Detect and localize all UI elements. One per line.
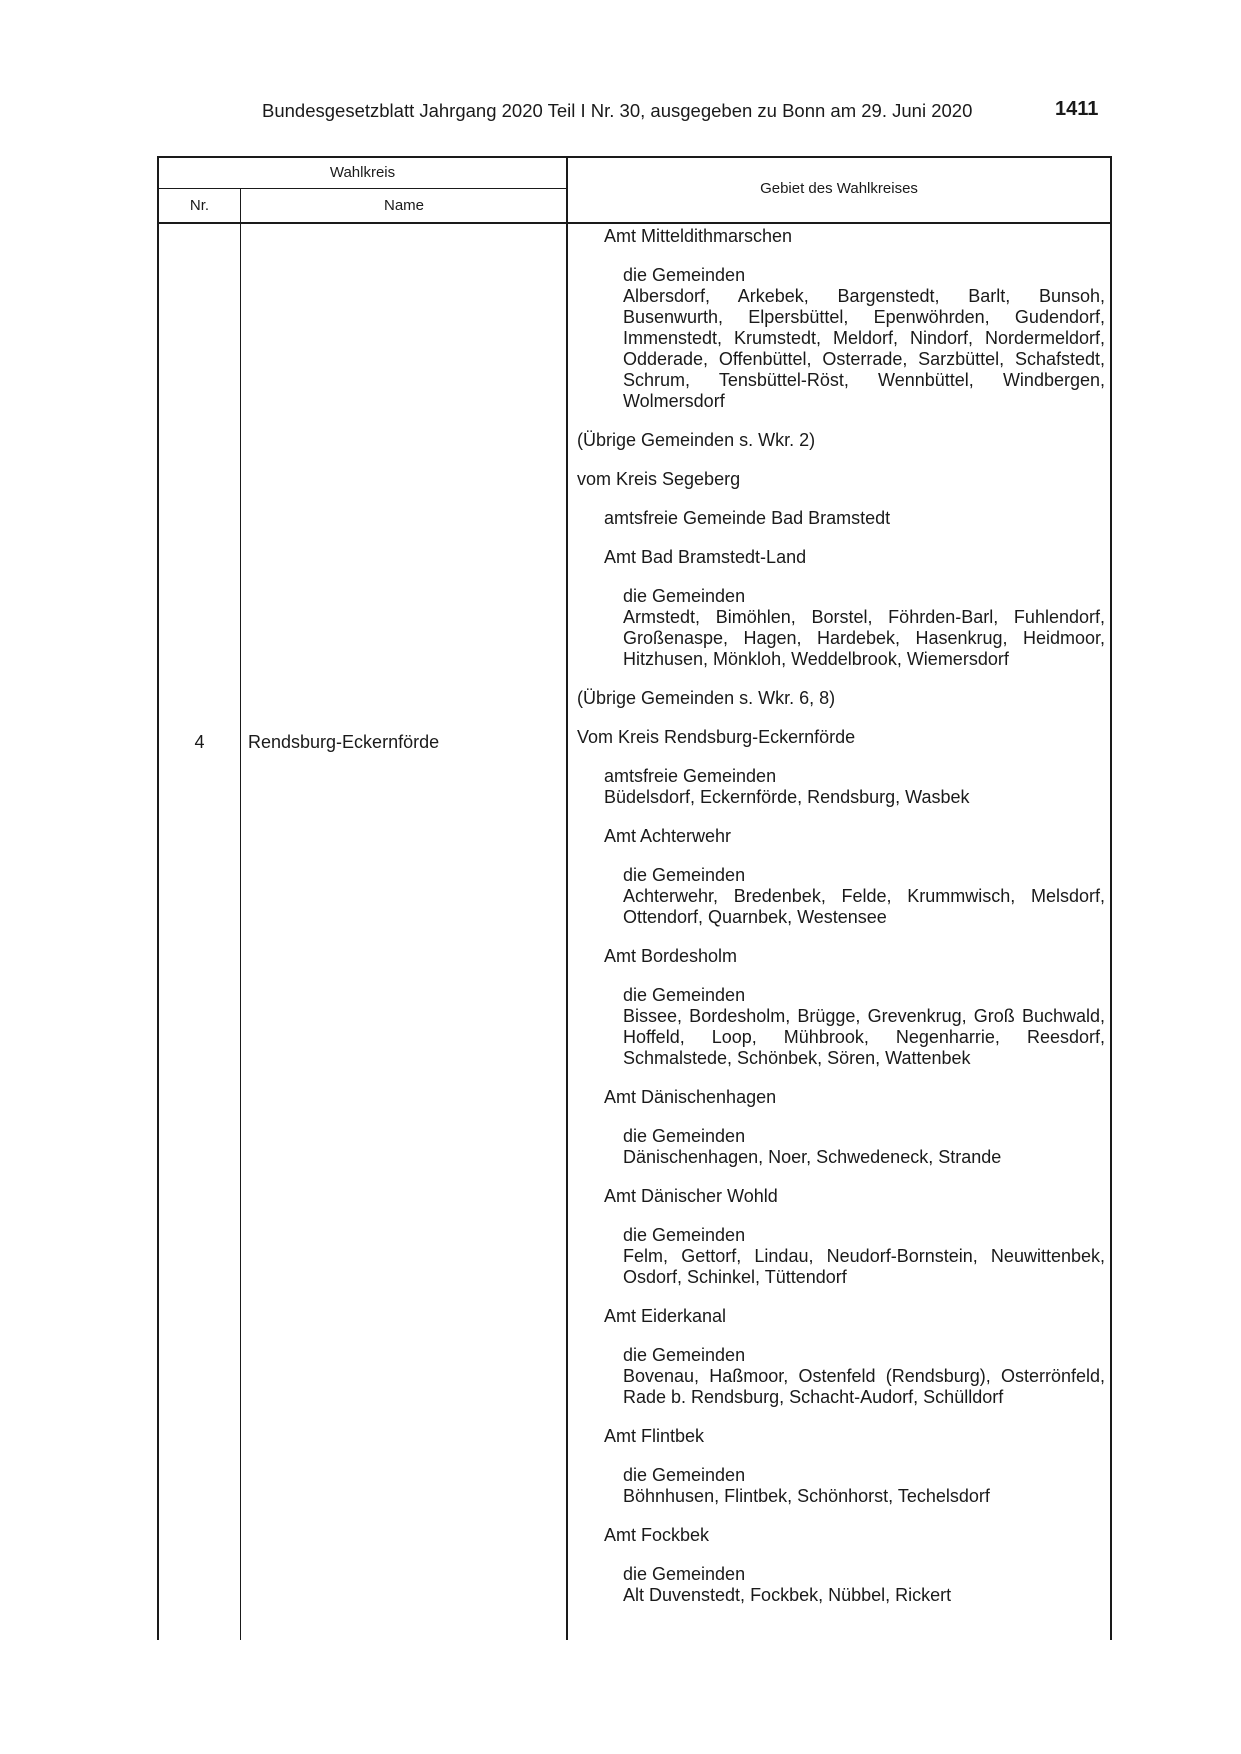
gebiet-entry-label: amtsfreie Gemeinden [604, 766, 777, 786]
gebiet-entry [577, 586, 1105, 670]
gebiet-entry [577, 469, 1105, 490]
header-gebiet: Gebiet des Wahlkreises [760, 180, 918, 197]
gebiet-entry-text: Amt Bad Bramstedt-Land [604, 547, 807, 567]
gebiet-entry [577, 1087, 1105, 1108]
header-wahlkreis: Wahlkreis [329, 164, 396, 181]
gebiet-entries [577, 226, 1105, 1624]
gebiet-entry [577, 265, 1105, 412]
gebiet-entry [577, 226, 1105, 247]
gebiet-entry-municipalities: Alt Duvenstedt, Fockbek, Nübbel, Rickert [623, 1585, 952, 1605]
gebiet-entry-text: amtsfreie Gemeinde Bad Bramstedt [604, 508, 891, 528]
table-left-border [157, 156, 159, 1640]
gebiet-entry-text: Amt Fockbek [604, 1525, 710, 1545]
gebiet-entry-label: die Gemeinden [623, 1345, 746, 1365]
gebiet-entry-municipalities: Albersdorf, Arkebek, Bargenstedt, Barlt, Bunsoh, Busenwurth, Elpersbüttel, Epenwöhrden, Gudendorf, Immenstedt, Krumstedt, Meldorf, Nindorf, Nordermeldorf, Odderade, Offenbüttel, Osterrade, Sarzbüttel, Schafstedt, Schrum, Tensbüttel-Röst, Wennbüttel, Windbergen, Wolmersdorf [623, 286, 1105, 411]
gebiet-entry-text: Amt Bordesholm [604, 946, 738, 966]
gebiet-entry-label: die Gemeinden [623, 265, 746, 285]
gebiet-entry [577, 1564, 1105, 1606]
header-title: Bundesgesetzblatt Jahrgang 2020 Teil I Nr. 30, ausgegeben zu Bonn am 29. Juni 2020 [262, 100, 973, 121]
gebiet-entry-text: (Übrige Gemeinden s. Wkr. 6, 8) [577, 688, 836, 708]
gebiet-entry-municipalities: Bovenau, Haßmoor, Ostenfeld (Rendsburg), Osterrönfeld, Rade b. Rendsburg, Schacht-Audorf, Schülldorf [623, 1366, 1105, 1407]
gebiet-entry-municipalities: Büdelsdorf, Eckernförde, Rendsburg, Wasbek [604, 787, 970, 807]
gebiet-entry [577, 1306, 1105, 1327]
gebiet-entry-text: Amt Eiderkanal [604, 1306, 727, 1326]
gebiet-entry-municipalities: Bissee, Bordesholm, Brügge, Grevenkrug, Groß Buchwald, Hoffeld, Loop, Mühbrook, Negenharrie, Reesdorf, Schmalstede, Schönbek, Sören, Wattenbek [623, 1006, 1105, 1068]
page-header [0, 100, 1241, 130]
table-right-border [1110, 156, 1112, 1640]
gebiet-entry-text: Amt Dänischenhagen [604, 1087, 777, 1107]
gebiet-entry-municipalities: Dänischenhagen, Noer, Schwedeneck, Strande [623, 1147, 1002, 1167]
gebiet-entry [577, 688, 1105, 709]
gebiet-entry-text: vom Kreis Segeberg [577, 469, 741, 489]
table-top-border [158, 156, 1111, 158]
table-wahlkreis-divider [158, 188, 567, 189]
header-nr: Nr. [189, 197, 210, 214]
header-name: Name [383, 197, 424, 214]
gebiet-entry [577, 1126, 1105, 1168]
gebiet-entry-text: Amt Achterwehr [604, 826, 732, 846]
gebiet-entry [577, 1225, 1105, 1288]
gebiet-entry [577, 547, 1105, 568]
gebiet-entry [577, 508, 1105, 529]
gebiet-entry [577, 1525, 1105, 1546]
gebiet-entry [577, 766, 1105, 808]
gebiet-entry-label: die Gemeinden [623, 1126, 746, 1146]
gebiet-entry [577, 1465, 1105, 1507]
row-nr: 4 [194, 732, 205, 752]
gebiet-entry-label: die Gemeinden [623, 865, 746, 885]
gebiet-entry [577, 1426, 1105, 1447]
gebiet-entry [577, 727, 1105, 748]
gebiet-entry-municipalities: Achterwehr, Bredenbek, Felde, Krummwisch, Melsdorf, Ottendorf, Quarnbek, Westensee [623, 886, 1105, 927]
gebiet-entry-municipalities: Armstedt, Bimöhlen, Borstel, Föhrden-Barl, Fuhlendorf, Großenaspe, Hagen, Hardebek, Hasenkrug, Heidmoor, Hitzhusen, Mönkloh, Weddelbrook, Wiemersdorf [623, 607, 1105, 669]
row-name: Rendsburg-Eckernförde [248, 732, 440, 752]
gebiet-entry [577, 826, 1105, 847]
gebiet-entry [577, 1345, 1105, 1408]
gebiet-entry-label: die Gemeinden [623, 1465, 746, 1485]
gebiet-entry-label: die Gemeinden [623, 1225, 746, 1245]
gebiet-entry [577, 946, 1105, 967]
gebiet-entry-label: die Gemeinden [623, 985, 746, 1005]
table-name-divider [566, 156, 568, 1640]
gebiet-entry [577, 430, 1105, 451]
gebiet-entry-text: Amt Dänischer Wohld [604, 1186, 778, 1206]
page-number: 1411 [1055, 98, 1099, 120]
gebiet-entry [577, 1186, 1105, 1207]
gebiet-entry-text: Amt Flintbek [604, 1426, 705, 1446]
gebiet-entry-text: (Übrige Gemeinden s. Wkr. 2) [577, 430, 816, 450]
gebiet-entry-municipalities: Felm, Gettorf, Lindau, Neudorf-Bornstein, Neuwittenbek, Osdorf, Schinkel, Tüttendorf [623, 1246, 1105, 1287]
gebiet-entry-label: die Gemeinden [623, 1564, 746, 1584]
gebiet-entry [577, 985, 1105, 1069]
gebiet-entry-label: die Gemeinden [623, 586, 746, 606]
gebiet-entry-municipalities: Böhnhusen, Flintbek, Schönhorst, Techelsdorf [623, 1486, 990, 1506]
gebiet-entry [577, 865, 1105, 928]
table-nr-divider [240, 188, 241, 1640]
gebiet-entry-text: Amt Mitteldithmarschen [604, 226, 793, 246]
gebiet-entry-text: Vom Kreis Rendsburg-Eckernförde [577, 727, 856, 747]
table-header-bottom-border [158, 222, 1111, 224]
